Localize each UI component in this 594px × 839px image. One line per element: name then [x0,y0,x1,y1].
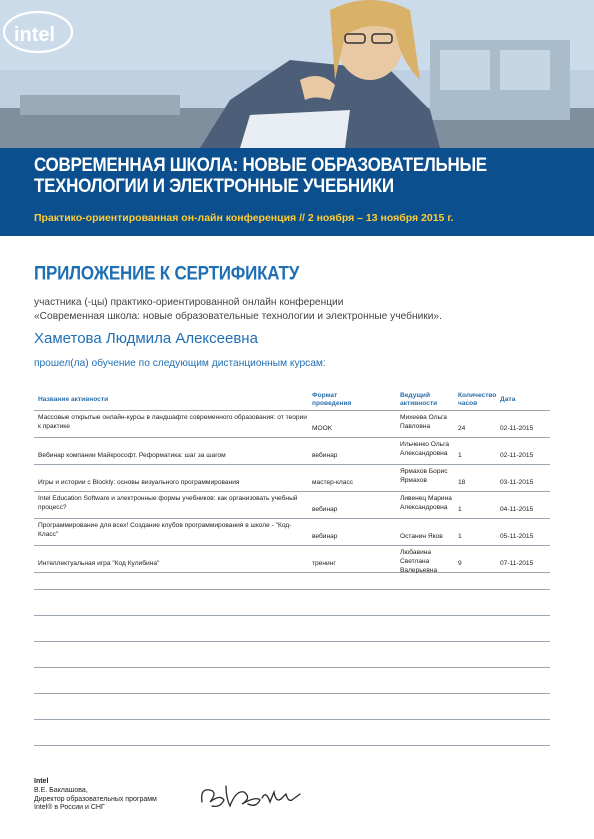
row-format: вебинар [312,506,338,513]
row-format: MOOK [312,425,333,432]
row-lead: Михеева Ольга Павловна [400,414,447,430]
passed-text: прошел(ла) обучение по следующим дистанционным курсам: [34,358,326,369]
table-row [34,411,550,438]
conference-title: СОВРЕМЕННАЯ ШКОЛА: НОВЫЕ ОБРАЗОВАТЕЛЬНЫЕ ТЕХНОЛОГИИ И ЭЛЕКТРОННЫЕ УЧЕБНИКИ [34,154,487,197]
row-hours: 1 [458,506,462,513]
row-date: 05-11-2015 [500,533,534,540]
conference-subtitle: Практико-ориентированная он-лайн конференция // 2 ноября – 13 ноября 2015 г. [34,212,454,224]
row-date: 02-11-2015 [500,425,534,432]
table-row [34,546,550,573]
empty-row-line [34,693,550,694]
appendix-title: ПРИЛОЖЕНИЕ К СЕРТИФИКАТУ [34,262,300,284]
row-hours: 9 [458,560,462,567]
row-lead: Ильченко Ольга Александровна [400,441,450,457]
footer-signatory [34,787,157,813]
row-hours: 1 [458,452,462,459]
empty-row-line [34,641,550,642]
signatory-name: В.Е. Баклашова, [34,787,88,794]
signatory-position: Директор образовательных программ [34,795,157,803]
table-header [34,388,550,411]
row-format: вебинар [312,533,338,540]
table-row [34,465,550,492]
table-row [34,492,550,519]
row-activity: Интеллектуальная игра "Код Кулибина" [38,560,160,567]
table-row [34,438,550,465]
header-activity: Название активности [38,396,109,403]
header-hours: Количество часов [458,392,497,407]
empty-row-line [34,667,550,668]
row-activity: Массовые открытые онлайн-курсы в ландшафте современного образования: от теории к практике [38,414,307,430]
courses-table [34,388,550,573]
row-format: мастер-класс [312,479,354,486]
row-hours: 1 [458,533,462,540]
header-lead: Ведущий активности [400,392,438,407]
row-date: 02-11-2015 [500,452,534,459]
header-photo-illustration [0,0,594,148]
empty-row-line [34,589,550,590]
row-hours: 24 [458,425,466,432]
row-activity: Вебинар компании Майкрософт. Реформатика: шаг за шагом [38,452,226,459]
appendix-intro [34,296,442,324]
header-format: Формат проведения [312,392,352,407]
row-lead: Останин Яков [400,533,443,540]
intel-logo [0,0,80,60]
row-activity: Программирование для всех! Создание клубов программирования в школе - "Код-Класс" [38,522,292,538]
row-date: 04-11-2015 [500,506,534,513]
empty-row-line [34,745,550,746]
intro-line-2: «Современная школа: новые образовательные технологии и электронные учебники». [34,311,442,322]
row-lead: Любавина Светлана Валерьевна [400,549,438,574]
header-photo [0,0,594,148]
footer-org: Intel [34,778,49,785]
row-format: вебинар [312,452,338,459]
row-activity: Intel Education Software и электронные формы учебников: как организовать учебный процесс? [38,495,298,511]
row-date: 07-11-2015 [500,560,534,567]
table-row [34,519,550,546]
row-lead: Ярмахов Борис Ярмахов [400,468,448,484]
header-date: Дата [500,396,516,403]
empty-row-line [34,615,550,616]
signature [196,780,306,814]
signatory-company: Intel® в России и СНГ [34,804,105,812]
row-lead: Ливенец Марина Александровна [400,495,452,511]
participant-name: Хаметова Людмила Алексеевна [34,330,258,347]
row-hours: 18 [458,479,466,486]
intel-logo-text: intel [14,24,56,46]
row-date: 03-11-2015 [500,479,534,486]
row-format: тренинг [312,560,336,567]
intro-line-1: участника (-цы) практико-ориентированной онлайн конференции [34,297,344,308]
empty-row-line [34,719,550,720]
row-activity: Игры и истории с Blockly: основы визуального программирования [38,479,240,486]
